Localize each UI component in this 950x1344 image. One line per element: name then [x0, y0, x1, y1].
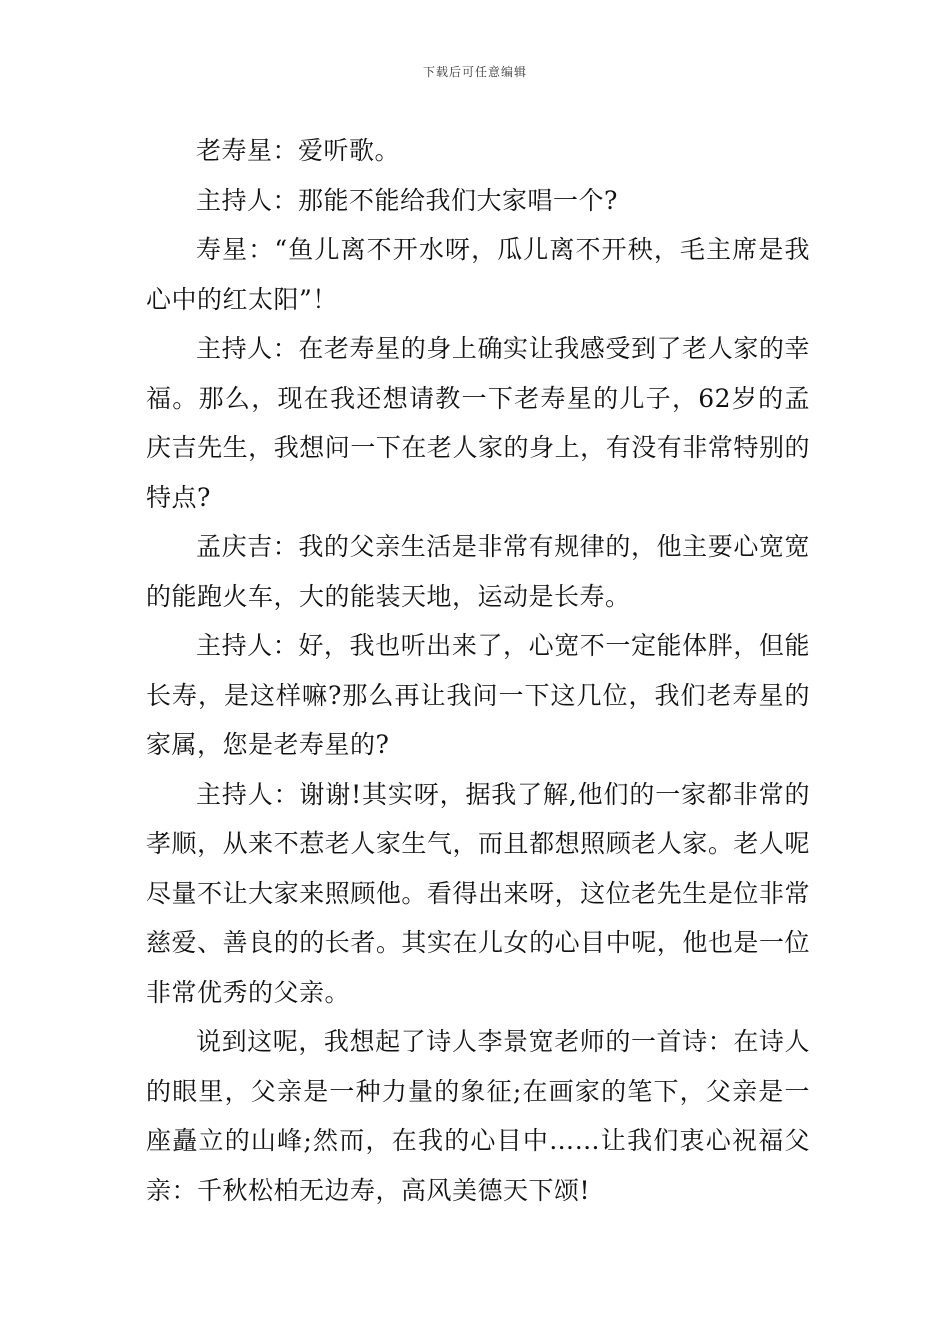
- paragraph-1: 老寿星：爱听歌。: [196, 136, 401, 165]
- paragraph-5: 孟庆吉：我的父亲生活是非常有规律的，他主要心宽宽的能跑火车，大的能装天地，运动是长寿。: [146, 532, 810, 611]
- document-body: [146, 126, 810, 1215]
- paragraph-4: 主持人：在老寿星的身上确实让我感受到了老人家的幸福。那么，现在我还想请教一下老寿星的儿子，62岁的孟庆吉先生，我想问一下在老人家的身上，有没有非常特别的特点?: [146, 334, 810, 512]
- paragraph-6: 主持人：好，我也听出来了，心宽不一定能体胖，但能长寿，是这样嘛?那么再让我问一下这几位，我们老寿星的家属，您是老寿星的?: [146, 631, 810, 759]
- paragraph-7: 主持人：谢谢!其实呀，据我了解,他们的一家都非常的孝顺，从来不惹老人家生气，而且都想照顾老人家。老人呢尽量不让大家来照顾他。看得出来呀，这位老先生是位非常慈爱、善良的的长者。其实在儿女的心目中呢，他也是一位非常优秀的父亲。: [146, 779, 810, 1007]
- paragraph-3: 寿星：“鱼儿离不开水呀，瓜儿离不开秧，毛主席是我心中的红太阳”！: [146, 235, 810, 314]
- page-header-note: 下载后可任意编辑: [422, 65, 527, 79]
- paragraph-2: 主持人：那能不能给我们大家唱一个?: [196, 185, 618, 215]
- paragraph-8: 说到这呢，我想起了诗人李景宽老师的一首诗：在诗人的眼里，父亲是一种力量的象征;在画家的笔下，父亲是一座矗立的山峰;然而，在我的心目中……让我们衷心祝福父亲：千秋松柏无边寿，高风美德天下颂!: [146, 1027, 810, 1205]
